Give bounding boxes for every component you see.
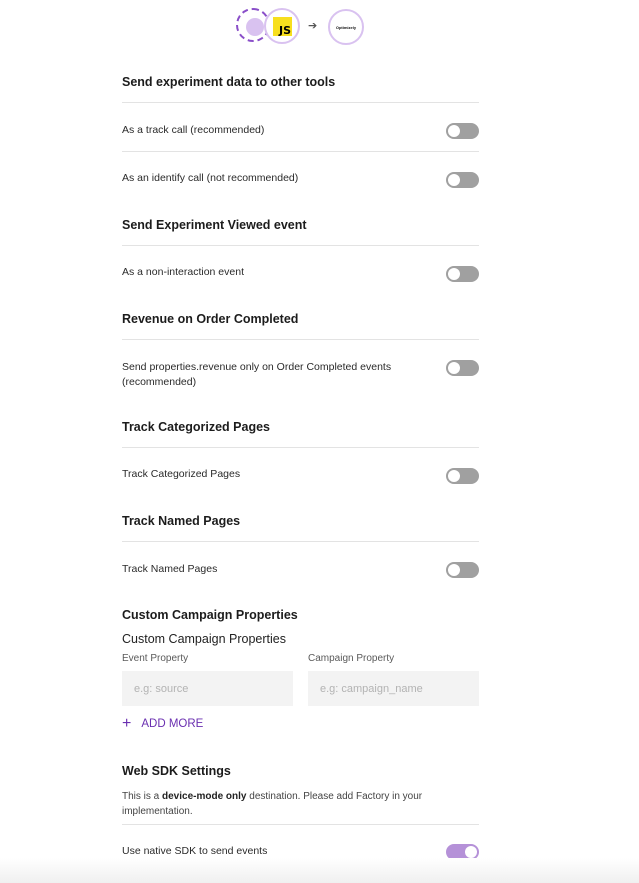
campaign-subtitle: Custom Campaign Properties [122, 632, 286, 646]
section-title-web-sdk: Web SDK Settings [122, 764, 231, 778]
revenue-label-line1: Send properties.revenue only on Order Completed events [122, 361, 392, 373]
divider [122, 824, 479, 825]
divider [122, 541, 479, 542]
desc-bold: device-mode only [162, 791, 247, 802]
destination-logo-text: Optimizely [335, 24, 357, 30]
divider [122, 151, 479, 152]
section-title-named: Track Named Pages [122, 514, 241, 528]
section-title-campaign: Custom Campaign Properties [122, 608, 298, 622]
identify-call-label: As an identify call (not recommended) [122, 172, 299, 184]
track-call-label: As a track call (recommended) [122, 124, 265, 136]
desc-prefix: This is a [122, 791, 163, 802]
web-sdk-description [122, 789, 479, 819]
desc-suffix: destination. Please add Factory in your [246, 791, 423, 802]
revenue-label-line2: (recommended) [122, 376, 197, 388]
campaign-property-input[interactable] [308, 671, 479, 706]
non-interaction-toggle[interactable] [446, 266, 479, 282]
event-property-label: Event Property [122, 653, 189, 664]
divider [122, 447, 479, 448]
divider [122, 339, 479, 340]
section-title-revenue: Revenue on Order Completed [122, 312, 299, 326]
js-badge: JS [273, 17, 292, 36]
add-more-label: ADD MORE [141, 718, 204, 730]
campaign-property-label: Campaign Property [308, 653, 395, 664]
javascript-source-icon [264, 8, 300, 44]
plus-icon: + [122, 715, 132, 732]
non-interaction-label: As a non-interaction event [122, 266, 244, 278]
arrow-right-icon: ➔ [308, 20, 318, 32]
section-title-experiment-viewed: Send Experiment Viewed event [122, 218, 307, 232]
add-more-button[interactable] [122, 716, 203, 732]
native-sdk-label: Use native SDK to send events [122, 845, 268, 857]
identify-call-toggle[interactable] [446, 172, 479, 188]
bottom-fade [0, 858, 639, 883]
track-call-toggle[interactable] [446, 123, 479, 139]
named-pages-label: Track Named Pages [122, 563, 218, 575]
event-property-input[interactable] [122, 671, 293, 706]
named-pages-toggle[interactable] [446, 562, 479, 578]
categorized-pages-toggle[interactable] [446, 468, 479, 484]
divider [122, 245, 479, 246]
divider [122, 102, 479, 103]
categorized-pages-label: Track Categorized Pages [122, 468, 241, 480]
section-title-send-data: Send experiment data to other tools [122, 75, 336, 89]
destination-logo-icon [328, 9, 364, 45]
revenue-toggle[interactable] [446, 360, 479, 376]
desc-line2: implementation. [122, 806, 193, 817]
integration-header [236, 8, 376, 46]
section-title-categorized: Track Categorized Pages [122, 420, 270, 434]
